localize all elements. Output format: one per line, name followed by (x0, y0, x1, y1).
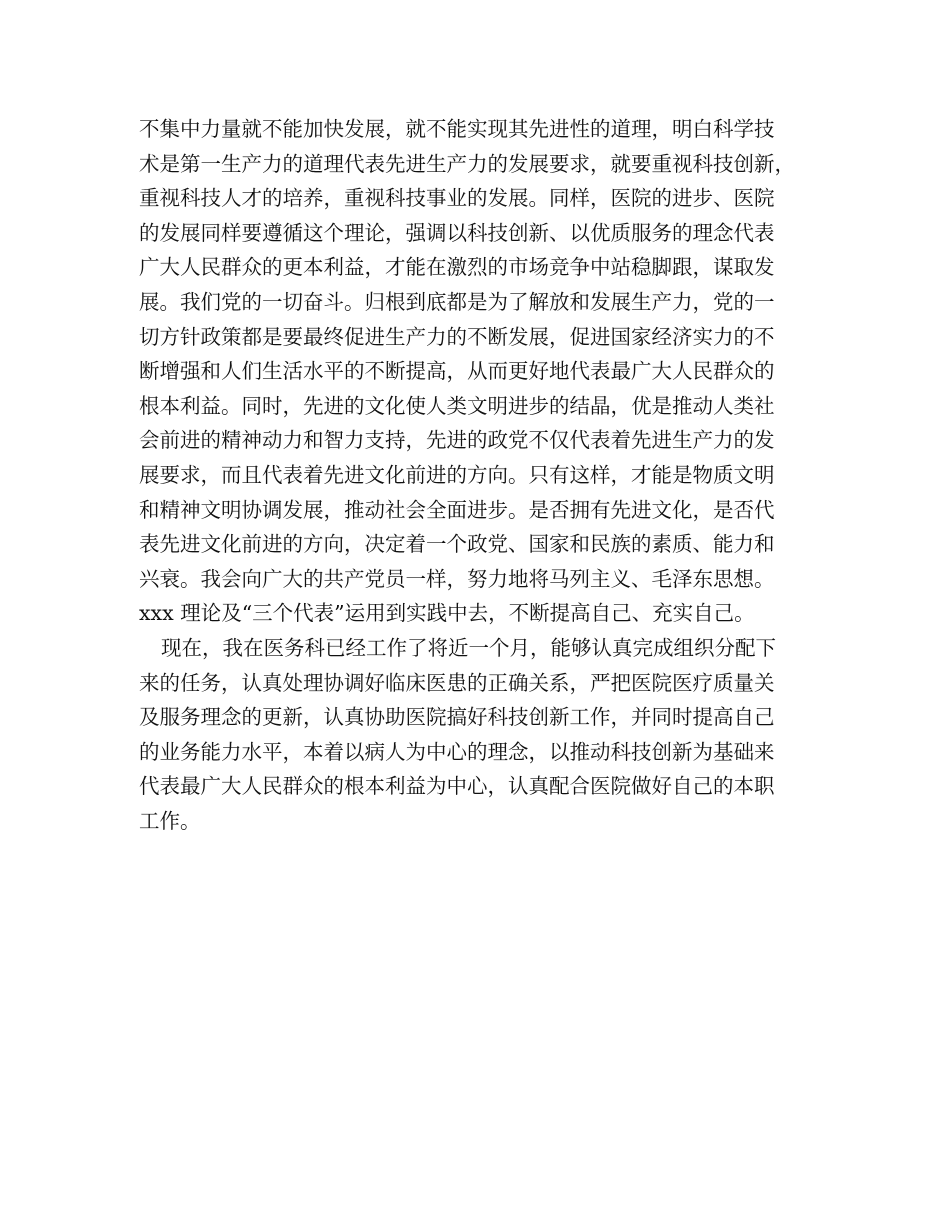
text-line: 切方针政策都是要最终促进生产力的不断发展，促进国家经济实力的不 (139, 324, 775, 349)
text-line: 展。我们党的一切奋斗。归根到底都是为了解放和发展生产力，党的一 (139, 289, 775, 314)
text-line: 代表最广大人民群众的根本利益为中心，认真配合医院做好自己的本职 (139, 774, 775, 799)
text-line: 的业务能力水平，本着以病人为中心的理念，以推动科技创新为基础来 (139, 739, 775, 764)
text-line: 会前进的精神动力和智力支持，先进的政党不仅代表着先进生产力的发 (139, 428, 775, 453)
text-line: 的发展同样要遵循这个理论，强调以科技创新、以优质服务的理念代表 (139, 220, 775, 245)
text-line: 兴衰。我会向广大的共产党员一样，努力地将马列主义、毛泽东思想。 (139, 566, 775, 591)
text-line: 不集中力量就不能加快发展，就不能实现其先进性的道理，明白科学技 (139, 117, 775, 141)
text-line: 重视科技人才的培养，重视科技事业的发展。同样，医院的进步、医院 (139, 186, 775, 211)
text-line: 表先进文化前进的方向，决定着一个政党、国家和民族的素质、能力和 (139, 532, 775, 557)
text-line: 和精神文明协调发展，推动社会全面进步。是否拥有先进文化，是否代 (139, 497, 775, 522)
paragraph-start-line: 现在，我在医务科已经工作了将近一个月，能够认真完成组织分配下 (161, 635, 776, 660)
text-line: 及服务理念的更新，认真协助医院搞好科技创新工作，并同时提高自己 (139, 705, 775, 730)
text-line: 术是第一生产力的道理代表先进生产力的发展要求，就要重视科技创新， (139, 151, 795, 176)
text-line: 广大人民群众的更本利益，才能在激烈的市场竞争中站稳脚跟，谋取发 (139, 255, 775, 280)
text-line: xxx 理论及“三个代表”运用到实践中去，不断提高自己、充实自己。 (139, 601, 755, 626)
text-line: 来的任务，认真处理协调好临床医患的正确关系，严把医院医疗质量关 (139, 670, 775, 695)
text-line: 工作。 (139, 808, 201, 833)
text-line: 展要求，而且代表着先进文化前进的方向。只有这样，才能是物质文明 (139, 462, 775, 487)
document-body (139, 112, 829, 838)
text-line: 断增强和人们生活水平的不断提高，从而更好地代表最广大人民群众的 (139, 359, 775, 384)
text-line: 根本利益。同时，先进的文化使人类文明进步的结晶，优是推动人类社 (139, 393, 775, 418)
